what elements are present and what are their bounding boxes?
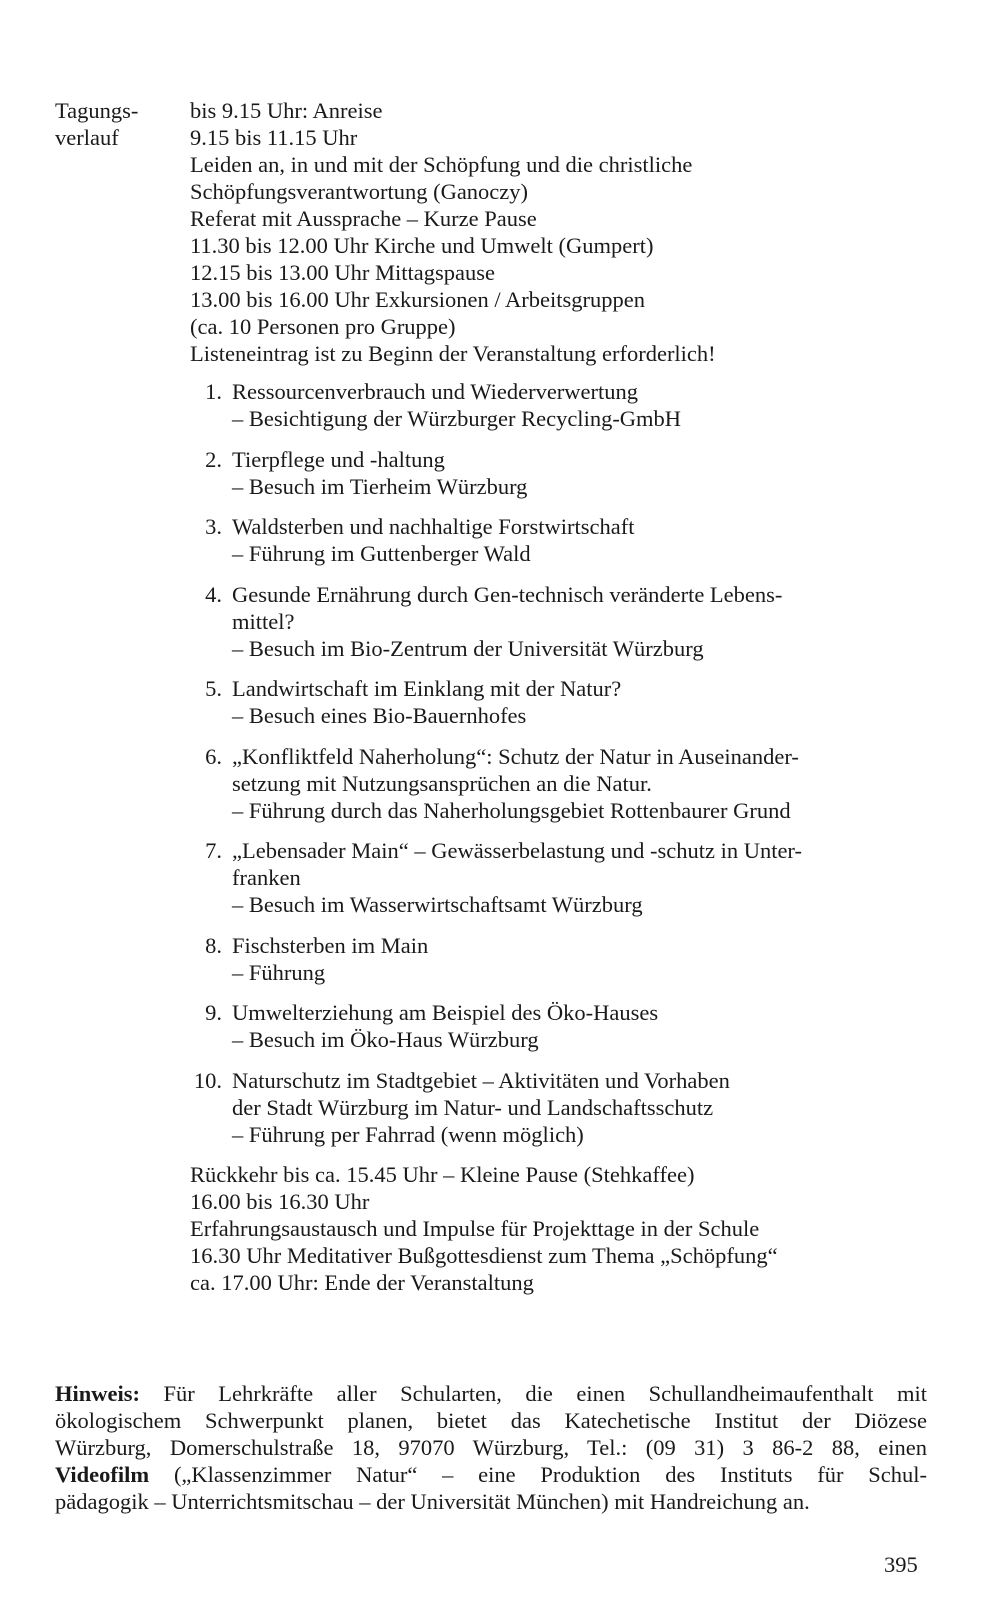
schedule-line: (ca. 10 Personen pro Gruppe) — [190, 314, 456, 339]
schedule-line: 13.00 bis 16.00 Uhr Exkursionen / Arbeitsgruppen — [190, 287, 645, 312]
note-line: ökologischem Schwerpunkt planen, bietet das Katechetische Institut der Diözese — [55, 1408, 927, 1433]
schedule-column — [190, 97, 920, 1296]
list-item-title: Ressourcenverbrauch und Wiederverwertung — [232, 379, 639, 404]
list-item-title: Gesunde Ernährung durch Gen-technisch veränderte Lebens- — [232, 581, 783, 607]
list-item-title: „Konfliktfeld Naherholung“: Schutz der Natur in Auseinander- — [232, 743, 799, 769]
note-line — [55, 1380, 927, 1407]
note-line — [55, 1461, 927, 1488]
list-item-number: 3. — [205, 514, 222, 539]
schedule-line: Leiden an, in und mit der Schöpfung und die christliche — [190, 152, 693, 177]
list-item-title: Landwirtschaft im Einklang mit der Natur? — [232, 676, 622, 701]
schedule-line: Referat mit Aussprache – Kurze Pause — [190, 206, 537, 231]
list-item-title: Naturschutz im Stadtgebiet – Aktivitäten und Vorhaben — [232, 1067, 730, 1093]
schedule-line: 12.15 bis 13.00 Uhr Mittagspause — [190, 260, 495, 285]
note-line: pädagogik – Unterrichtsmitschau – der Universität München) mit Handreichung an. — [55, 1489, 810, 1514]
list-item-detail: – Führung durch das Naherholungsgebiet Rottenbaurer Grund — [232, 797, 791, 823]
list-item-detail: – Besuch im Tierheim Würzburg — [232, 473, 528, 499]
list-item — [190, 675, 920, 729]
section-label-line-1: Tagungs- — [55, 98, 139, 123]
note-paragraph — [55, 1380, 927, 1515]
list-item-number: 6. — [205, 743, 222, 769]
list-item-number: 4. — [205, 581, 222, 607]
list-item-title-cont: franken — [232, 865, 301, 890]
list-item — [190, 581, 920, 662]
list-item-number: 10. — [193, 1067, 222, 1093]
list-item-detail: – Besichtigung der Würzburger Recycling-GmbH — [232, 406, 682, 431]
list-item-title: Fischsterben im Main — [232, 932, 429, 958]
list-item-title-cont: setzung mit Nutzungsansprüchen an die Natur. — [232, 770, 652, 796]
list-item-number: 1. — [205, 379, 222, 404]
schedule-line: Schöpfungsverantwortung (Ganoczy) — [190, 179, 529, 204]
workshop-list — [190, 378, 920, 1148]
note-text: („Klassenzimmer Natur“ – eine Produktion des Instituts für Schul- — [173, 1462, 927, 1487]
list-item — [190, 513, 920, 567]
list-item-number: 5. — [205, 676, 222, 701]
list-item — [190, 1067, 920, 1148]
list-item — [190, 837, 920, 918]
list-item-detail: – Führung per Fahrrad (wenn möglich) — [232, 1121, 584, 1147]
list-item-title-cont: mittel? — [232, 608, 295, 634]
note-label: Hinweis: — [55, 1381, 141, 1406]
note-line: Würzburg, Domerschulstraße 18, 97070 Würzburg, Tel.: (09 31) 3 86-2 88, einen — [55, 1435, 927, 1460]
schedule-line: ca. 17.00 Uhr: Ende der Veranstaltung — [190, 1270, 534, 1295]
list-item-detail: – Besuch im Wasserwirtschaftsamt Würzburg — [232, 892, 643, 917]
list-item-detail: – Besuch im Öko-Haus Würzburg — [232, 1027, 539, 1052]
schedule-line: 11.30 bis 12.00 Uhr Kirche und Umwelt (Gumpert) — [190, 233, 654, 258]
schedule-line: Erfahrungsaustausch und Impulse für Projekttage in der Schule — [190, 1216, 760, 1241]
note-text: Für Lehrkräfte aller Schularten, die einen Schullandheimaufenthalt mit — [163, 1381, 927, 1406]
list-item-title: Waldsterben und nachhaltige Forstwirtschaft — [232, 514, 635, 539]
list-item — [190, 378, 920, 432]
schedule-closing — [190, 1161, 920, 1296]
schedule-line: bis 9.15 Uhr: Anreise — [190, 98, 383, 123]
list-item-title: Tierpflege und -haltung — [232, 446, 445, 472]
list-item — [190, 999, 920, 1053]
page-number: 395 — [884, 1552, 918, 1577]
schedule-intro — [190, 97, 920, 367]
list-item-number: 9. — [205, 1000, 222, 1025]
note-videofilm: Videofilm — [55, 1462, 150, 1487]
schedule-line: Listeneintrag ist zu Beginn der Veranstaltung erforderlich! — [190, 341, 716, 366]
list-item-detail: – Führung im Guttenberger Wald — [232, 541, 531, 566]
list-item — [190, 446, 920, 500]
list-item — [190, 743, 920, 824]
list-item-detail: – Besuch im Bio-Zentrum der Universität Würzburg — [232, 635, 704, 661]
list-item-detail: – Besuch eines Bio-Bauernhofes — [232, 703, 527, 728]
schedule-line: 16.00 bis 16.30 Uhr — [190, 1189, 370, 1214]
list-item-number: 7. — [205, 838, 222, 863]
list-item-title: Umwelterziehung am Beispiel des Öko-Hauses — [232, 1000, 659, 1025]
schedule-line: Rückkehr bis ca. 15.45 Uhr – Kleine Pause (Stehkaffee) — [190, 1162, 695, 1187]
list-item-detail: – Führung — [232, 959, 326, 985]
list-item-number: 2. — [205, 446, 222, 472]
list-item-number: 8. — [205, 932, 222, 958]
section-label — [55, 97, 185, 151]
list-item-title: „Lebensader Main“ – Gewässerbelastung und -schutz in Unter- — [232, 838, 802, 863]
list-item-title-cont: der Stadt Würzburg im Natur- und Landschaftsschutz — [232, 1094, 714, 1120]
list-item — [190, 932, 920, 986]
schedule-line: 16.30 Uhr Meditativer Bußgottesdienst zum Thema „Schöpfung“ — [190, 1243, 778, 1268]
section-label-line-2: verlauf — [55, 125, 119, 150]
schedule-line: 9.15 bis 11.15 Uhr — [190, 125, 358, 150]
